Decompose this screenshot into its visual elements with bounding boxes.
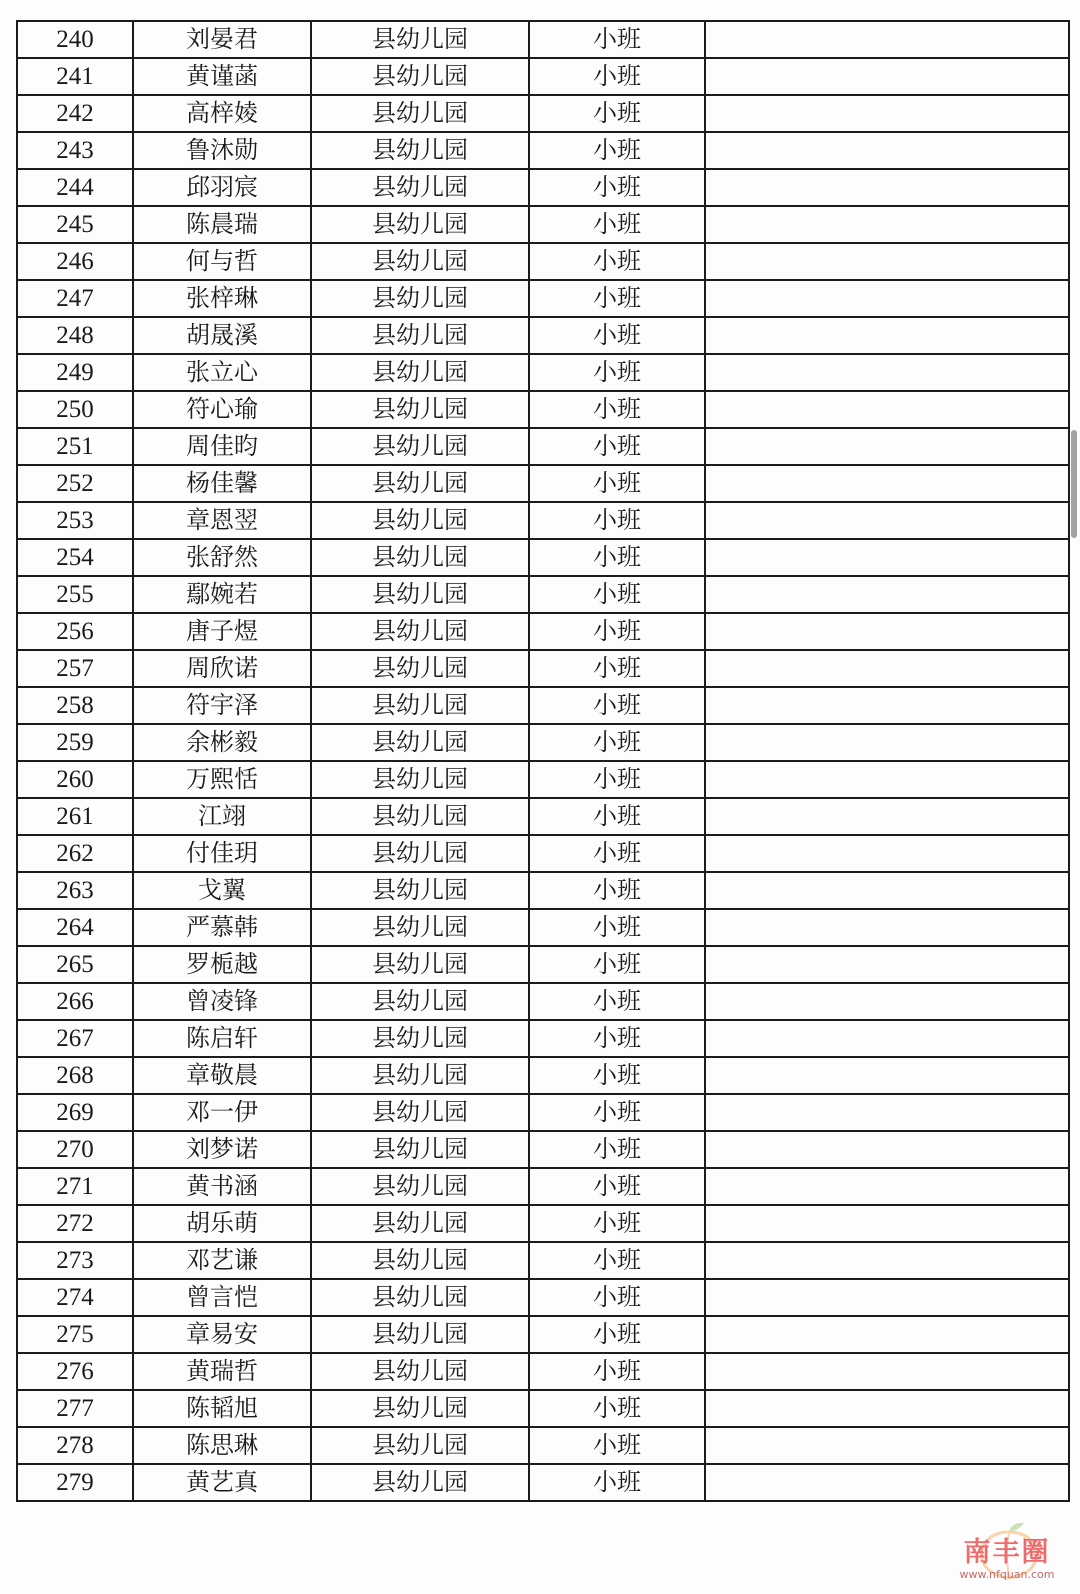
note-cell <box>705 58 1069 95</box>
table-row <box>17 539 1069 576</box>
note-cell <box>705 428 1069 465</box>
class-cell: 小班 <box>529 724 705 761</box>
class-cell: 小班 <box>529 58 705 95</box>
school-cell: 县幼儿园 <box>311 428 529 465</box>
table-row <box>17 1353 1069 1390</box>
student-name-cell: 符心瑜 <box>133 391 311 428</box>
scrollbar-thumb[interactable] <box>1071 430 1077 538</box>
table-row <box>17 576 1069 613</box>
student-name-cell: 张立心 <box>133 354 311 391</box>
class-cell: 小班 <box>529 872 705 909</box>
student-name-cell: 黄瑞哲 <box>133 1353 311 1390</box>
note-cell <box>705 613 1069 650</box>
table-row <box>17 724 1069 761</box>
note-cell <box>705 95 1069 132</box>
class-cell: 小班 <box>529 1094 705 1131</box>
row-number-cell: 267 <box>17 1020 133 1057</box>
note-cell <box>705 798 1069 835</box>
class-cell: 小班 <box>529 21 705 58</box>
school-cell: 县幼儿园 <box>311 317 529 354</box>
student-name-cell: 符宇泽 <box>133 687 311 724</box>
row-number-cell: 249 <box>17 354 133 391</box>
school-cell: 县幼儿园 <box>311 280 529 317</box>
class-cell: 小班 <box>529 354 705 391</box>
row-number-cell: 258 <box>17 687 133 724</box>
note-cell <box>705 539 1069 576</box>
school-cell: 县幼儿园 <box>311 650 529 687</box>
row-number-cell: 248 <box>17 317 133 354</box>
school-cell: 县幼儿园 <box>311 391 529 428</box>
student-name-cell: 罗栀越 <box>133 946 311 983</box>
row-number-cell: 256 <box>17 613 133 650</box>
student-name-cell: 胡晟溪 <box>133 317 311 354</box>
school-cell: 县幼儿园 <box>311 1464 529 1501</box>
student-name-cell: 万熙恬 <box>133 761 311 798</box>
row-number-cell: 271 <box>17 1168 133 1205</box>
note-cell <box>705 1205 1069 1242</box>
row-number-cell: 245 <box>17 206 133 243</box>
school-cell: 县幼儿园 <box>311 502 529 539</box>
class-cell: 小班 <box>529 465 705 502</box>
class-cell: 小班 <box>529 1057 705 1094</box>
school-cell: 县幼儿园 <box>311 724 529 761</box>
table-row <box>17 317 1069 354</box>
class-cell: 小班 <box>529 1427 705 1464</box>
table-row <box>17 1057 1069 1094</box>
school-cell: 县幼儿园 <box>311 243 529 280</box>
class-cell: 小班 <box>529 946 705 983</box>
student-name-cell: 杨佳馨 <box>133 465 311 502</box>
class-cell: 小班 <box>529 502 705 539</box>
row-number-cell: 240 <box>17 21 133 58</box>
row-number-cell: 255 <box>17 576 133 613</box>
note-cell <box>705 1168 1069 1205</box>
class-cell: 小班 <box>529 169 705 206</box>
row-number-cell: 261 <box>17 798 133 835</box>
row-number-cell: 272 <box>17 1205 133 1242</box>
row-number-cell: 244 <box>17 169 133 206</box>
student-name-cell: 唐子煜 <box>133 613 311 650</box>
table-row <box>17 761 1069 798</box>
row-number-cell: 266 <box>17 983 133 1020</box>
table-row <box>17 613 1069 650</box>
class-cell: 小班 <box>529 1131 705 1168</box>
class-cell: 小班 <box>529 1353 705 1390</box>
note-cell <box>705 206 1069 243</box>
class-cell: 小班 <box>529 539 705 576</box>
class-cell: 小班 <box>529 1390 705 1427</box>
note-cell <box>705 1464 1069 1501</box>
class-cell: 小班 <box>529 613 705 650</box>
row-number-cell: 259 <box>17 724 133 761</box>
school-cell: 县幼儿园 <box>311 1131 529 1168</box>
row-number-cell: 265 <box>17 946 133 983</box>
student-name-cell: 周欣诺 <box>133 650 311 687</box>
row-number-cell: 241 <box>17 58 133 95</box>
row-number-cell: 262 <box>17 835 133 872</box>
class-cell: 小班 <box>529 761 705 798</box>
note-cell <box>705 576 1069 613</box>
school-cell: 县幼儿园 <box>311 1205 529 1242</box>
student-name-cell: 江翊 <box>133 798 311 835</box>
class-cell: 小班 <box>529 1020 705 1057</box>
table-row <box>17 909 1069 946</box>
row-number-cell: 278 <box>17 1427 133 1464</box>
note-cell <box>705 502 1069 539</box>
school-cell: 县幼儿园 <box>311 58 529 95</box>
school-cell: 县幼儿园 <box>311 354 529 391</box>
table-row <box>17 1464 1069 1501</box>
class-cell: 小班 <box>529 206 705 243</box>
table-row <box>17 1168 1069 1205</box>
school-cell: 县幼儿园 <box>311 1279 529 1316</box>
school-cell: 县幼儿园 <box>311 1316 529 1353</box>
note-cell <box>705 687 1069 724</box>
class-cell: 小班 <box>529 132 705 169</box>
row-number-cell: 252 <box>17 465 133 502</box>
school-cell: 县幼儿园 <box>311 761 529 798</box>
student-name-cell: 鄢婉若 <box>133 576 311 613</box>
row-number-cell: 243 <box>17 132 133 169</box>
school-cell: 县幼儿园 <box>311 946 529 983</box>
note-cell <box>705 243 1069 280</box>
student-name-cell: 张梓琳 <box>133 280 311 317</box>
school-cell: 县幼儿园 <box>311 206 529 243</box>
note-cell <box>705 1094 1069 1131</box>
row-number-cell: 277 <box>17 1390 133 1427</box>
row-number-cell: 279 <box>17 1464 133 1501</box>
note-cell <box>705 317 1069 354</box>
school-cell: 县幼儿园 <box>311 576 529 613</box>
note-cell <box>705 835 1069 872</box>
student-name-cell: 刘梦诺 <box>133 1131 311 1168</box>
table-row <box>17 946 1069 983</box>
row-number-cell: 260 <box>17 761 133 798</box>
student-name-cell: 戈翼 <box>133 872 311 909</box>
student-name-cell: 何与哲 <box>133 243 311 280</box>
row-number-cell: 253 <box>17 502 133 539</box>
note-cell <box>705 1020 1069 1057</box>
note-cell <box>705 650 1069 687</box>
note-cell <box>705 872 1069 909</box>
row-number-cell: 246 <box>17 243 133 280</box>
table-row <box>17 354 1069 391</box>
table-row <box>17 1020 1069 1057</box>
table-row <box>17 206 1069 243</box>
note-cell <box>705 1057 1069 1094</box>
school-cell: 县幼儿园 <box>311 465 529 502</box>
note-cell <box>705 909 1069 946</box>
student-name-cell: 邓艺谦 <box>133 1242 311 1279</box>
school-cell: 县幼儿园 <box>311 687 529 724</box>
school-cell: 县幼儿园 <box>311 1427 529 1464</box>
school-cell: 县幼儿园 <box>311 539 529 576</box>
note-cell <box>705 724 1069 761</box>
student-name-cell: 曾言恺 <box>133 1279 311 1316</box>
school-cell: 县幼儿园 <box>311 1057 529 1094</box>
student-name-cell: 黄谨菡 <box>133 58 311 95</box>
school-cell: 县幼儿园 <box>311 21 529 58</box>
table-row <box>17 502 1069 539</box>
note-cell <box>705 1242 1069 1279</box>
student-name-cell: 陈晨瑞 <box>133 206 311 243</box>
table-row <box>17 428 1069 465</box>
row-number-cell: 274 <box>17 1279 133 1316</box>
table-row <box>17 58 1069 95</box>
row-number-cell: 269 <box>17 1094 133 1131</box>
student-name-cell: 陈韬旭 <box>133 1390 311 1427</box>
note-cell <box>705 391 1069 428</box>
class-cell: 小班 <box>529 650 705 687</box>
table-row <box>17 243 1069 280</box>
site-watermark <box>944 1516 1070 1586</box>
class-cell: 小班 <box>529 1464 705 1501</box>
student-name-cell: 胡乐萌 <box>133 1205 311 1242</box>
note-cell <box>705 169 1069 206</box>
table-row <box>17 650 1069 687</box>
table-row <box>17 1205 1069 1242</box>
note-cell <box>705 761 1069 798</box>
class-cell: 小班 <box>529 798 705 835</box>
school-cell: 县幼儿园 <box>311 1168 529 1205</box>
watermark-url: www.nfquan.com <box>959 1568 1055 1581</box>
roster-table <box>16 20 1070 1502</box>
student-name-cell: 严慕韩 <box>133 909 311 946</box>
row-number-cell: 270 <box>17 1131 133 1168</box>
school-cell: 县幼儿园 <box>311 1390 529 1427</box>
table-row <box>17 1390 1069 1427</box>
note-cell <box>705 946 1069 983</box>
class-cell: 小班 <box>529 983 705 1020</box>
table-row <box>17 465 1069 502</box>
class-cell: 小班 <box>529 391 705 428</box>
student-name-cell: 高梓婈 <box>133 95 311 132</box>
class-cell: 小班 <box>529 95 705 132</box>
row-number-cell: 268 <box>17 1057 133 1094</box>
note-cell <box>705 280 1069 317</box>
table-row <box>17 1094 1069 1131</box>
note-cell <box>705 465 1069 502</box>
class-cell: 小班 <box>529 1279 705 1316</box>
school-cell: 县幼儿园 <box>311 1094 529 1131</box>
student-name-cell: 刘晏君 <box>133 21 311 58</box>
row-number-cell: 275 <box>17 1316 133 1353</box>
table-row <box>17 1316 1069 1353</box>
student-name-cell: 黄书涵 <box>133 1168 311 1205</box>
table-row <box>17 21 1069 58</box>
note-cell <box>705 21 1069 58</box>
student-name-cell: 章敬晨 <box>133 1057 311 1094</box>
student-name-cell: 鲁沐勋 <box>133 132 311 169</box>
row-number-cell: 247 <box>17 280 133 317</box>
row-number-cell: 264 <box>17 909 133 946</box>
row-number-cell: 276 <box>17 1353 133 1390</box>
note-cell <box>705 1390 1069 1427</box>
class-cell: 小班 <box>529 317 705 354</box>
student-name-cell: 章易安 <box>133 1316 311 1353</box>
note-cell <box>705 1353 1069 1390</box>
row-number-cell: 251 <box>17 428 133 465</box>
note-cell <box>705 983 1069 1020</box>
school-cell: 县幼儿园 <box>311 132 529 169</box>
note-cell <box>705 1131 1069 1168</box>
class-cell: 小班 <box>529 1205 705 1242</box>
table-row <box>17 1427 1069 1464</box>
class-cell: 小班 <box>529 576 705 613</box>
student-name-cell: 陈启轩 <box>133 1020 311 1057</box>
table-row <box>17 1242 1069 1279</box>
school-cell: 县幼儿园 <box>311 983 529 1020</box>
student-name-cell: 邱羽宸 <box>133 169 311 206</box>
table-row <box>17 1131 1069 1168</box>
student-name-cell: 曾凌锋 <box>133 983 311 1020</box>
row-number-cell: 273 <box>17 1242 133 1279</box>
table-row <box>17 391 1069 428</box>
class-cell: 小班 <box>529 243 705 280</box>
table-row <box>17 872 1069 909</box>
school-cell: 县幼儿园 <box>311 872 529 909</box>
row-number-cell: 254 <box>17 539 133 576</box>
student-name-cell: 张舒然 <box>133 539 311 576</box>
row-number-cell: 242 <box>17 95 133 132</box>
class-cell: 小班 <box>529 428 705 465</box>
note-cell <box>705 132 1069 169</box>
note-cell <box>705 1279 1069 1316</box>
row-number-cell: 263 <box>17 872 133 909</box>
row-number-cell: 250 <box>17 391 133 428</box>
student-name-cell: 邓一伊 <box>133 1094 311 1131</box>
class-cell: 小班 <box>529 835 705 872</box>
student-name-cell: 余彬毅 <box>133 724 311 761</box>
class-cell: 小班 <box>529 1168 705 1205</box>
table-row <box>17 983 1069 1020</box>
table-row <box>17 798 1069 835</box>
class-cell: 小班 <box>529 687 705 724</box>
table-row <box>17 835 1069 872</box>
table-row <box>17 1279 1069 1316</box>
school-cell: 县幼儿园 <box>311 95 529 132</box>
school-cell: 县幼儿园 <box>311 1353 529 1390</box>
roster-table-body <box>17 21 1069 1501</box>
class-cell: 小班 <box>529 1242 705 1279</box>
watermark-text: 南丰圈 <box>963 1537 1051 1568</box>
note-cell <box>705 1427 1069 1464</box>
student-name-cell: 章恩翌 <box>133 502 311 539</box>
class-cell: 小班 <box>529 280 705 317</box>
table-row <box>17 95 1069 132</box>
table-row <box>17 132 1069 169</box>
school-cell: 县幼儿园 <box>311 613 529 650</box>
school-cell: 县幼儿园 <box>311 1242 529 1279</box>
table-row <box>17 280 1069 317</box>
table-row <box>17 687 1069 724</box>
note-cell <box>705 1316 1069 1353</box>
school-cell: 县幼儿园 <box>311 1020 529 1057</box>
row-number-cell: 257 <box>17 650 133 687</box>
student-name-cell: 付佳玥 <box>133 835 311 872</box>
note-cell <box>705 354 1069 391</box>
school-cell: 县幼儿园 <box>311 909 529 946</box>
class-cell: 小班 <box>529 909 705 946</box>
student-name-cell: 周佳昀 <box>133 428 311 465</box>
school-cell: 县幼儿园 <box>311 169 529 206</box>
school-cell: 县幼儿园 <box>311 798 529 835</box>
table-row <box>17 169 1069 206</box>
student-name-cell: 陈思琳 <box>133 1427 311 1464</box>
class-cell: 小班 <box>529 1316 705 1353</box>
student-name-cell: 黄艺真 <box>133 1464 311 1501</box>
school-cell: 县幼儿园 <box>311 835 529 872</box>
